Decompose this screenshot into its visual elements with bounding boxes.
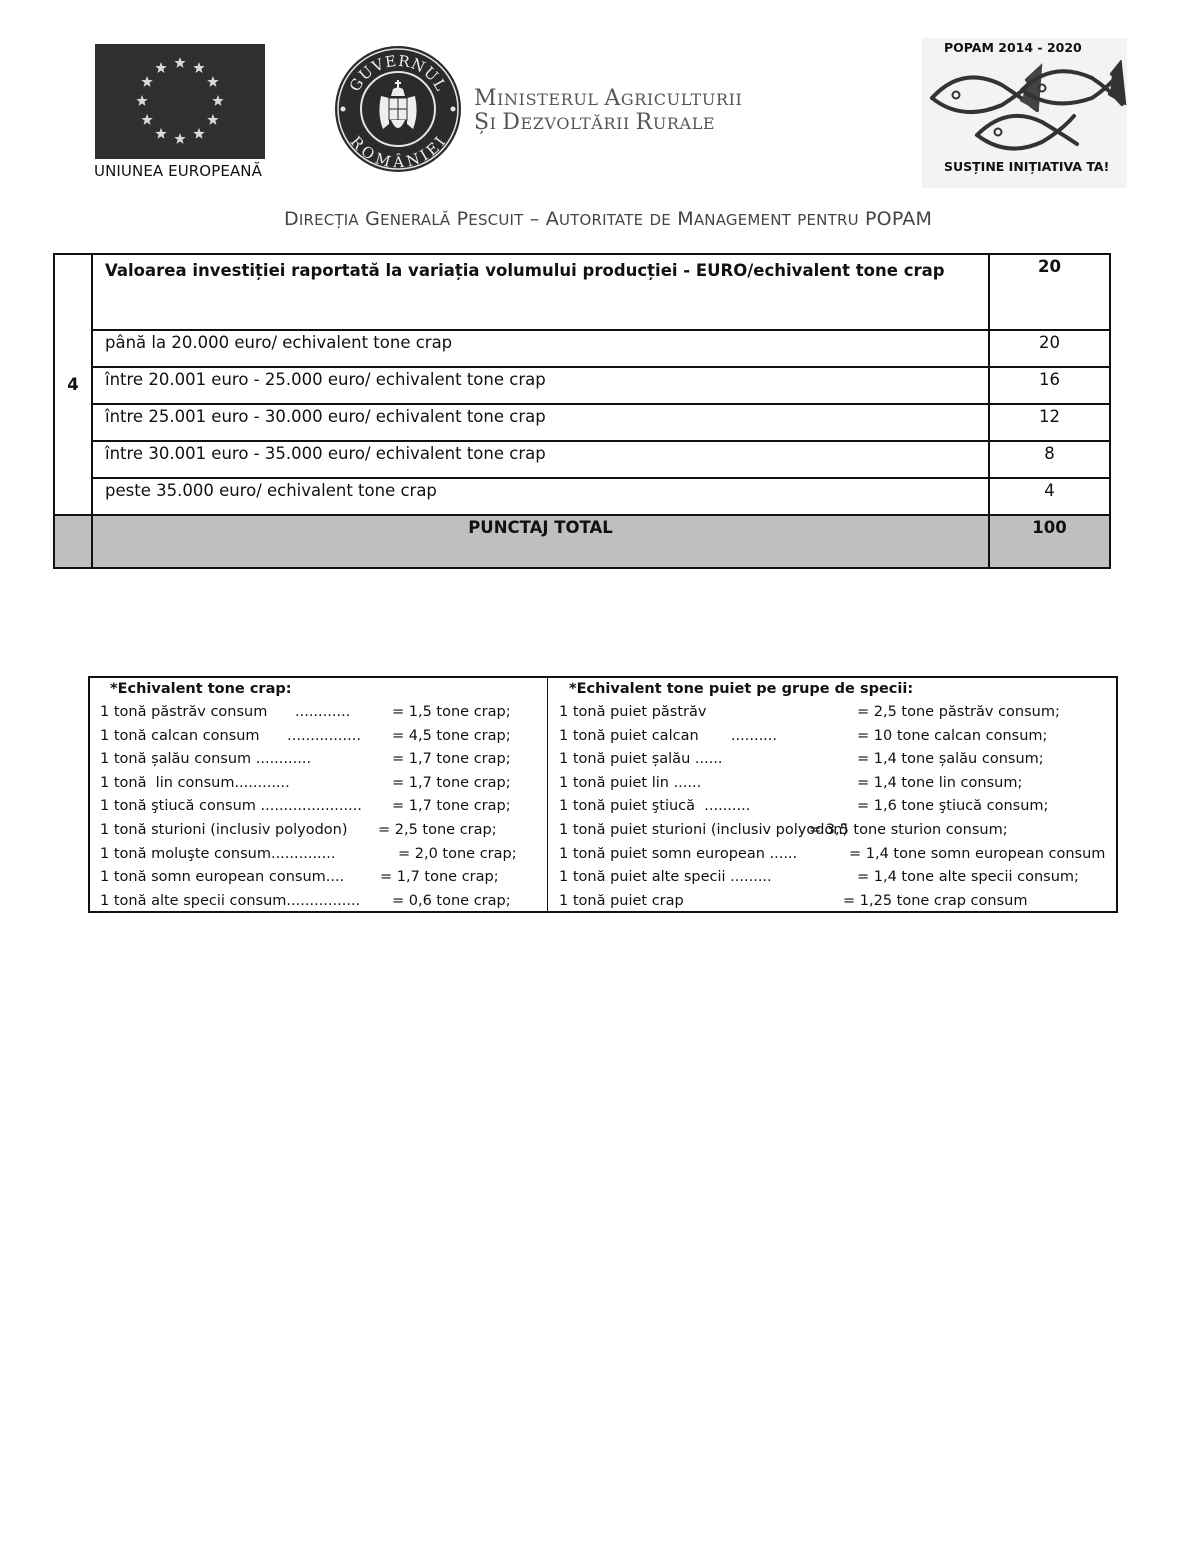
table-row: [54, 404, 1110, 441]
equivalence-row: [559, 701, 1119, 725]
equivalent-value: = 1,4 tone lin consum;: [857, 774, 1023, 791]
star-icon: [193, 62, 204, 73]
species-quantity: 1 tonă lin consum............: [100, 774, 290, 791]
star-icon: [136, 95, 147, 106]
star-icon: [207, 76, 218, 87]
total-blank-cell: [54, 515, 92, 568]
species-quantity: 1 tonă păstrăv consum ............: [100, 704, 351, 720]
eu-label: UNIUNEA EUROPEANĂ: [94, 162, 262, 180]
equivalents-box: [88, 676, 1118, 913]
carp-equivalents-column: [100, 678, 540, 913]
eu-stars-icon: [95, 44, 265, 159]
table-row: [54, 478, 1110, 515]
species-quantity: 1 tonă sturioni (inclusiv polyodon): [100, 821, 348, 838]
species-quantity: 1 tonă puiet lin ......: [559, 774, 702, 791]
criterion-number: 4: [54, 254, 92, 515]
criterion-title: Valoarea investiției raportată la variația volumului producției - EURO/echivalent tone crap: [92, 254, 989, 330]
equivalent-value: = 1,7 tone crap;: [392, 798, 511, 815]
equivalent-value: = 1,5 tone crap;: [392, 704, 511, 720]
equivalent-value: = 1,7 tone crap;: [392, 774, 511, 791]
star-icon: [207, 114, 218, 125]
sub-criterion-label: peste 35.000 euro/ echivalent tone crap: [92, 478, 989, 515]
sub-criterion-points: 8: [989, 441, 1110, 478]
sub-criterion-points: 12: [989, 404, 1110, 441]
equivalence-row: [559, 725, 1119, 749]
equivalence-row: [559, 795, 1119, 819]
column-divider: [547, 678, 548, 911]
species-quantity: 1 tonă puiet păstrăv: [559, 704, 707, 720]
popam-title: POPAM 2014 - 2020: [944, 40, 1082, 55]
sub-criterion-points: 4: [989, 478, 1110, 515]
equivalence-row: [100, 890, 540, 914]
ministry-line-2: ȘI DEZVOLTĂRII RURALE: [474, 110, 716, 135]
total-points: 100: [989, 515, 1110, 568]
fry-equivalents-column: [559, 678, 1119, 913]
star-icon: [212, 95, 223, 106]
equivalence-row: [100, 795, 540, 819]
seal-top-text: GUVERNUL: [345, 51, 451, 95]
popam-logo: [922, 38, 1127, 188]
equivalence-row: [559, 843, 1119, 867]
scoring-table: [53, 253, 1111, 569]
star-icon: [155, 62, 166, 73]
seal-bottom-text: ROMÂNIEI: [346, 132, 450, 172]
equivalent-value: = 2,0 tone crap;: [398, 845, 517, 862]
equivalent-value: = 3,5 tone sturion consum;: [809, 821, 1008, 838]
equivalence-row: [100, 843, 540, 867]
criterion-header-row: [54, 254, 1110, 330]
species-quantity: 1 tonă puiet alte specii .........: [559, 869, 772, 886]
equivalent-value: = 1,7 tone crap;: [380, 869, 499, 886]
table-row: [54, 441, 1110, 478]
equivalent-value: = 1,25 tone crap consum: [843, 892, 1028, 909]
sub-criterion-label: între 30.001 euro - 35.000 euro/ echivalent tone crap: [92, 441, 989, 478]
equivalent-value: = 1,4 tone alte specii consum;: [857, 869, 1079, 886]
fry-equivalents-title: *Echivalent tone puiet pe grupe de specii:: [569, 681, 914, 697]
equivalent-value: = 4,5 tone crap;: [392, 727, 511, 744]
equivalence-row: [100, 748, 540, 772]
equivalent-value: = 0,6 tone crap;: [392, 892, 511, 909]
equivalent-value: = 10 tone calcan consum;: [857, 727, 1048, 744]
equivalence-row: [559, 866, 1119, 890]
sub-criterion-label: între 20.001 euro - 25.000 euro/ echivalent tone crap: [92, 367, 989, 404]
equivalent-value: = 1,4 tone somn european consum: [849, 845, 1106, 862]
table-row: [54, 367, 1110, 404]
sub-criterion-label: între 25.001 euro - 30.000 euro/ echivalent tone crap: [92, 404, 989, 441]
equivalence-row: [100, 772, 540, 796]
equivalent-value: = 2,5 tone crap;: [378, 821, 497, 838]
sub-criterion-label: până la 20.000 euro/ echivalent tone crap: [92, 330, 989, 367]
species-quantity: 1 tonă puiet crap: [559, 892, 684, 909]
star-icon: [174, 133, 185, 144]
total-row: [54, 515, 1110, 568]
species-quantity: 1 tonă puiet ştiucă ..........: [559, 798, 751, 815]
species-quantity: 1 tonă somn european consum....: [100, 869, 345, 886]
species-quantity: 1 tonă puiet somn european ......: [559, 845, 798, 862]
ministry-name: [474, 87, 742, 135]
total-label: PUNCTAJ TOTAL: [92, 515, 989, 568]
equivalence-row: [100, 701, 540, 725]
equivalence-row: [559, 890, 1119, 914]
equivalence-row: [559, 772, 1119, 796]
equivalence-row: [559, 819, 1119, 843]
carp-equivalents-title: *Echivalent tone crap:: [110, 681, 292, 697]
ministry-line-1: MINISTERUL AGRICULTURII: [474, 86, 743, 111]
equivalent-value: = 1,4 tone șalău consum;: [857, 751, 1044, 768]
equivalent-value: = 2,5 tone păstrăv consum;: [857, 704, 1060, 720]
directorate-title: DIRECȚIA GENERALĂ PESCUIT – AUTORITATE DE MANAGEMENT PENTRU POPAM: [284, 208, 933, 230]
eu-flag-logo: [95, 44, 265, 159]
star-icon: [141, 76, 152, 87]
popam-slogan: SUSȚINE INIȚIATIVA TA!: [944, 159, 1110, 174]
equivalence-row: [100, 725, 540, 749]
sub-criterion-points: 16: [989, 367, 1110, 404]
equivalent-value: = 1,6 tone ştiucă consum;: [857, 798, 1049, 815]
equivalence-row: [100, 866, 540, 890]
species-quantity: 1 tonă puiet șalău ......: [559, 751, 723, 768]
species-quantity: 1 tonă șalău consum ............: [100, 751, 312, 768]
species-quantity: 1 tonă alte specii consum................: [100, 892, 361, 909]
star-icon: [193, 128, 204, 139]
equivalence-row: [100, 819, 540, 843]
sub-criterion-points: 20: [989, 330, 1110, 367]
criterion-points: 20: [989, 254, 1110, 330]
star-icon: [174, 57, 185, 68]
table-row: [54, 330, 1110, 367]
species-quantity: 1 tonă moluşte consum..............: [100, 845, 336, 862]
species-quantity: 1 tonă puiet calcan ..........: [559, 727, 778, 744]
star-icon: [155, 128, 166, 139]
species-quantity: 1 tonă ştiucă consum ......................: [100, 798, 362, 815]
species-quantity: 1 tonă puiet sturioni (inclusiv polyodon): [559, 821, 849, 838]
fish-icon: [922, 60, 1127, 160]
species-quantity: 1 tonă calcan consum ................: [100, 727, 361, 744]
equivalent-value: = 1,7 tone crap;: [392, 751, 511, 768]
star-icon: [141, 114, 152, 125]
equivalence-row: [559, 748, 1119, 772]
romanian-government-seal: [333, 44, 463, 174]
